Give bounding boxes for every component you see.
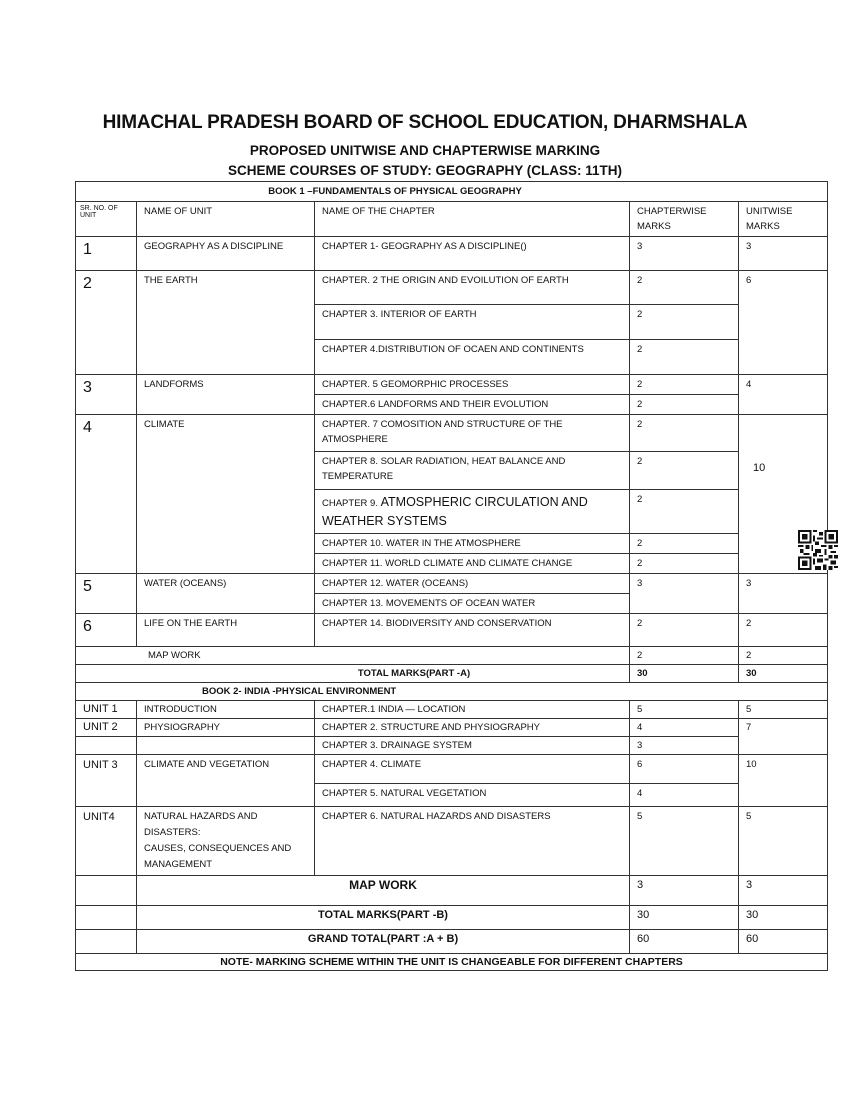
chapter-marks: 2 — [630, 452, 739, 490]
document-title: HIMACHAL PRADESH BOARD OF SCHOOL EDUCATION, DHARMSHALA — [102, 112, 748, 133]
document-subtitle-course: SCHEME COURSES OF STUDY: GEOGRAPHY (CLASS: 11TH) — [227, 163, 623, 178]
unit-number: 3 — [76, 375, 137, 415]
chapter-marks: 3 — [630, 574, 739, 614]
unit-marks: 7 — [739, 719, 828, 755]
chapter-name: CHAPTER.1 INDIA — LOCATION — [315, 701, 630, 719]
chapter-marks: 2 — [630, 614, 739, 647]
unit-number: UNIT 3 — [76, 755, 137, 807]
table-row — [76, 755, 828, 784]
col-header-unitwise: UNITWISE MARKS — [739, 202, 828, 237]
chapter-marks: 30 — [630, 906, 739, 930]
table-row — [76, 807, 828, 876]
chapter-marks: 2 — [630, 395, 739, 415]
document-subtitle: PROPOSED UNITWISE AND CHAPTERWISE MARKING — [249, 143, 601, 158]
empty-cell — [76, 930, 137, 954]
chapter-name: CHAPTER 12. WATER (OCEANS) — [315, 574, 630, 594]
unit-marks: 2 — [739, 614, 828, 647]
map-work-row — [76, 647, 828, 665]
chapter-marks: 2 — [630, 375, 739, 395]
col-header-unit: NAME OF UNIT — [137, 202, 315, 237]
chapter-marks: 2 — [630, 271, 739, 305]
chapter-name: CHAPTER.6 LANDFORMS AND THEIR EVOLUTION — [315, 395, 630, 415]
col-header-chapterwise: CHAPTERWISE MARKS — [630, 202, 739, 237]
unit-marks: 5 — [739, 701, 828, 719]
book1-title: BOOK 1 –FUNDAMENTALS OF PHYSICAL GEOGRAPHY — [76, 182, 828, 202]
chapter-name: CHAPTER. 7 COMOSITION AND STRUCTURE OF THE ATMOSPHERE — [315, 415, 630, 452]
empty-cell — [76, 876, 137, 906]
chapter-marks: 2 — [630, 534, 739, 554]
unit-name — [137, 807, 315, 876]
unit-marks: 3 — [739, 876, 828, 906]
table-row — [76, 737, 828, 755]
unit-name: WATER (OCEANS) — [137, 574, 315, 614]
table-row — [76, 701, 828, 719]
map-work-label: MAP WORK — [137, 876, 630, 906]
unit-name: THE EARTH — [137, 271, 315, 375]
chapter-marks: 2 — [630, 305, 739, 340]
table-row — [76, 574, 828, 594]
col-header-sr: SR. NO. OF UNIT — [76, 202, 137, 237]
grand-total-label: GRAND TOTAL(PART :A + B) — [137, 930, 630, 954]
chapter-marks: 5 — [630, 701, 739, 719]
total-label: TOTAL MARKS(PART -B) — [137, 906, 630, 930]
note-text: NOTE- MARKING SCHEME WITHIN THE UNIT IS CHANGEABLE FOR DIFFERENT CHAPTERS — [76, 954, 828, 971]
chapter-marks: 3 — [630, 737, 739, 755]
book2-header-row — [76, 683, 828, 701]
total-label: TOTAL MARKS(PART -A) — [76, 665, 630, 683]
chapter-prefix: CHAPTER 9. — [322, 498, 378, 509]
unit-name-line1: NATURAL HAZARDS AND DISASTERS: — [144, 811, 258, 838]
unit-marks: 3 — [739, 574, 828, 614]
chapter-name: CHAPTER 8. SOLAR RADIATION, HEAT BALANCE AND TEMPERATURE — [315, 452, 630, 490]
unit-number: UNIT 1 — [76, 701, 137, 719]
unit-marks: 5 — [739, 807, 828, 876]
chapter-marks: 4 — [630, 784, 739, 807]
map-work-row — [76, 876, 828, 906]
chapter-name: CHAPTER. 5 GEOMORPHIC PROCESSES — [315, 375, 630, 395]
chapter-marks: 3 — [630, 876, 739, 906]
chapter-name: CHAPTER 1- GEOGRAPHY AS A DISCIPLINE() — [315, 237, 630, 271]
unit-name: LIFE ON THE EARTH — [137, 614, 315, 647]
unit-name: PHYSIOGRAPHY — [137, 719, 315, 737]
unit-number: 6 — [76, 614, 137, 647]
chapter-name: CHAPTER 11. WORLD CLIMATE AND CLIMATE CHANGE — [315, 554, 630, 574]
chapter-marks: 2 — [630, 415, 739, 452]
unit-marks: 60 — [739, 930, 828, 954]
map-work-label: MAP WORK — [76, 647, 630, 665]
unit-name: LANDFORMS — [137, 375, 315, 415]
unit-marks: 30 — [739, 906, 828, 930]
unit-marks: 3 — [739, 237, 828, 271]
chapter-name: CHAPTER 4.DISTRIBUTION OF OCAEN AND CONTINENTS — [315, 340, 630, 375]
chapter-name: CHAPTER 14. BIODIVERSITY AND CONSERVATION — [315, 614, 630, 647]
chapter-name: CHAPTER. 2 THE ORIGIN AND EVOILUTION OF EARTH — [315, 271, 630, 305]
chapter-name: CHAPTER 2. STRUCTURE AND PHYSIOGRAPHY — [315, 719, 630, 737]
chapter-name: CHAPTER 10. WATER IN THE ATMOSPHERE — [315, 534, 630, 554]
unit-number: 5 — [76, 574, 137, 614]
table-row — [76, 614, 828, 647]
column-header-row — [76, 202, 828, 237]
unit-marks: 4 — [739, 375, 828, 415]
unit-marks: 2 — [739, 647, 828, 665]
grand-total-row — [76, 930, 828, 954]
unit-name: INTRODUCTION — [137, 701, 315, 719]
chapter-name: CHAPTER 4. CLIMATE — [315, 755, 630, 784]
chapter-name: CHAPTER 5. NATURAL VEGETATION — [315, 784, 630, 807]
table-row — [76, 237, 828, 271]
empty-cell — [76, 737, 137, 755]
unit-number: 4 — [76, 415, 137, 574]
unit-number: UNIT4 — [76, 807, 137, 876]
chapter-marks: 5 — [630, 807, 739, 876]
chapter-marks: 2 — [630, 647, 739, 665]
chapter-name — [315, 490, 630, 534]
unit-marks: 10 — [739, 755, 828, 807]
chapter-marks: 2 — [630, 554, 739, 574]
book1-header-row — [76, 182, 828, 202]
chapter-marks: 3 — [630, 237, 739, 271]
total-row — [76, 906, 828, 930]
unit-name-line2: CAUSES, CONSEQUENCES AND MANAGEMENT — [144, 843, 292, 870]
book2-title: BOOK 2- INDIA -PHYSICAL ENVIRONMENT — [76, 683, 828, 701]
unit-name: GEOGRAPHY AS A DISCIPLINE — [137, 237, 315, 271]
qr-code-icon — [798, 530, 838, 570]
chapter-name: CHAPTER 3. INTERIOR OF EARTH — [315, 305, 630, 340]
unit-name: CLIMATE AND VEGETATION — [137, 755, 315, 807]
table-row — [76, 271, 828, 305]
unit-marks: 30 — [739, 665, 828, 683]
chapter-marks: 60 — [630, 930, 739, 954]
chapter-marks: 30 — [630, 665, 739, 683]
chapter-name: CHAPTER 3. DRAINAGE SYSTEM — [315, 737, 630, 755]
unit-number: 1 — [76, 237, 137, 271]
total-row — [76, 665, 828, 683]
chapter-marks: 2 — [630, 340, 739, 375]
unit-marks-value: 10 — [753, 462, 766, 474]
empty-cell — [137, 737, 315, 755]
unit-marks: 6 — [739, 271, 828, 375]
unit-number: UNIT 2 — [76, 719, 137, 737]
chapter-marks: 4 — [630, 719, 739, 737]
note-row — [76, 954, 828, 971]
table-row — [76, 415, 828, 452]
empty-cell — [76, 906, 137, 930]
unit-number: 2 — [76, 271, 137, 375]
marking-scheme-table — [75, 181, 828, 971]
chapter-marks: 6 — [630, 755, 739, 784]
col-header-chapter: NAME OF THE CHAPTER — [315, 202, 630, 237]
chapter-marks: 2 — [630, 490, 739, 534]
table-row — [76, 375, 828, 395]
unit-name: CLIMATE — [137, 415, 315, 574]
table-row — [76, 719, 828, 737]
chapter-title-large: ATMOSPHERIC CIRCULATION AND WEATHER SYSTEMS — [322, 495, 588, 528]
chapter-name: CHAPTER 13. MOVEMENTS OF OCEAN WATER — [315, 594, 630, 614]
chapter-name: CHAPTER 6. NATURAL HAZARDS AND DISASTERS — [315, 807, 630, 876]
